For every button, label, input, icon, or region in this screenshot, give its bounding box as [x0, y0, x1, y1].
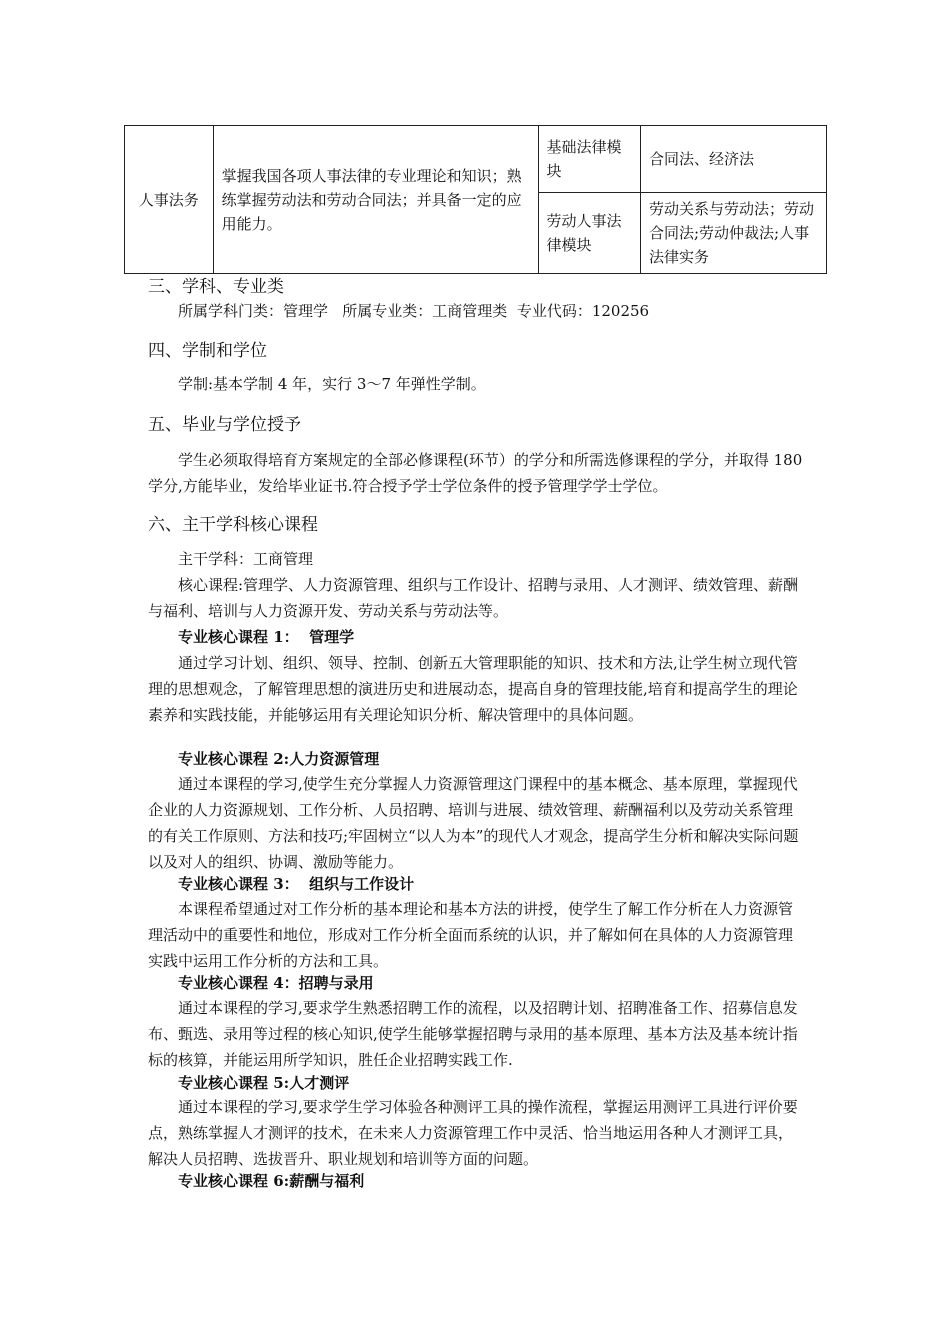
module-name-cell: 劳动人事法律模块	[538, 193, 640, 274]
course-3-text: 本课程希望通过对工作分析的基本理论和基本方法的讲授，使学生了解工作分析在人力资源管理活动中的重要性和地位，形成对工作分析全面而系统的认识，并了解如何在具体的人力资源管理实践中运用工作分析的方法和工具。	[148, 900, 794, 970]
section-3-heading: 三、学科、专业类	[148, 277, 284, 297]
section-4-heading: 四、学制和学位	[148, 341, 267, 361]
section-5-text: 学生必须取得培育方案规定的全部必修课程(环节）的学分和所需选修课程的学分，并取得 180 学分,方能毕业，发给毕业证书.符合授予学士学位条件的授予管理学学士学位。	[148, 451, 803, 495]
course-3-title: 专业核心课程 3： 组织与工作设计	[178, 875, 415, 893]
description-cell: 掌握我国各项人事法律的专业理论和知识；熟练掌握劳动法和劳动合同法；并具备一定的应用能力。	[213, 126, 538, 274]
course-2-text: 通过本课程的学习,使学生充分掌握人力资源管理这门课程中的基本概念、基本原理，掌握现代企业的人力资源规划、工作分析、人员招聘、培训与进展、绩效管理、薪酬福利以及劳动关系管理的有关工作原则、方法和技巧;牢固树立“以人为本”的现代人才观念，提高学生分析和解决实际问题以及对人的组织、协调、激励等能力。	[148, 775, 799, 871]
course-5-title: 专业核心课程 5:人才测评	[178, 1074, 350, 1092]
course-1-title: 专业核心课程 1： 管理学	[178, 628, 355, 646]
main-subject-text: 主干学科：工商管理	[178, 550, 314, 568]
category-cell: 人事法务	[125, 126, 214, 274]
section-3-text: 所属学科门类：管理学 所属专业类：工商管理类 专业代码：120256	[178, 302, 650, 320]
course-4-text: 通过本课程的学习,要求学生熟悉招聘工作的流程，以及招聘计划、招聘准备工作、招募信息发布、甄选、录用等过程的核心知识,使学生能够掌握招聘与录用的基本原理、基本方法及基本统计指标的核算，并能运用所学知识，胜任企业招聘实践工作.	[148, 999, 798, 1069]
module-content-cell: 合同法、经济法	[641, 126, 827, 193]
core-courses-text: 核心课程:管理学、人力资源管理、组织与工作设计、招聘与录用、人才测评、绩效管理、薪酬与福利、培训与人力资源开发、劳动关系与劳动法等。	[148, 576, 799, 620]
module-content-cell: 劳动关系与劳动法；劳动合同法;劳动仲裁法;人事法律实务	[641, 193, 827, 274]
section-6-heading: 六、主干学科核心课程	[148, 515, 318, 535]
module-name-cell: 基础法律模块	[538, 126, 640, 193]
table-row	[125, 126, 827, 193]
course-2-title: 专业核心课程 2:人力资源管理	[178, 750, 380, 768]
section-5-heading: 五、毕业与学位授予	[148, 415, 301, 435]
course-5-text: 通过本课程的学习,要求学生学习体验各种测评工具的操作流程，掌握运用测评工具进行评价要点，熟练掌握人才测评的技术，在未来人力资源管理工作中灵活、恰当地运用各种人才测评工具，解决人员招聘、选拔晋升、职业规划和培训等方面的问题。	[148, 1098, 798, 1168]
course-1-text: 通过学习计划、组织、领导、控制、创新五大管理职能的知识、技术和方法,让学生树立现代管理的思想观念，了解管理思想的演进历史和进展动态，提高自身的管理技能,培育和提高学生的理论素养和实践技能，并能够运用有关理论知识分析、解决管理中的具体问题。	[148, 654, 798, 724]
course-6-title: 专业核心课程 6:薪酬与福利	[178, 1172, 365, 1190]
section-4-text: 学制:基本学制 4 年，实行 3～7 年弹性学制。	[178, 375, 486, 393]
law-course-table	[124, 125, 827, 274]
course-4-title: 专业核心课程 4：招聘与录用	[178, 974, 374, 992]
